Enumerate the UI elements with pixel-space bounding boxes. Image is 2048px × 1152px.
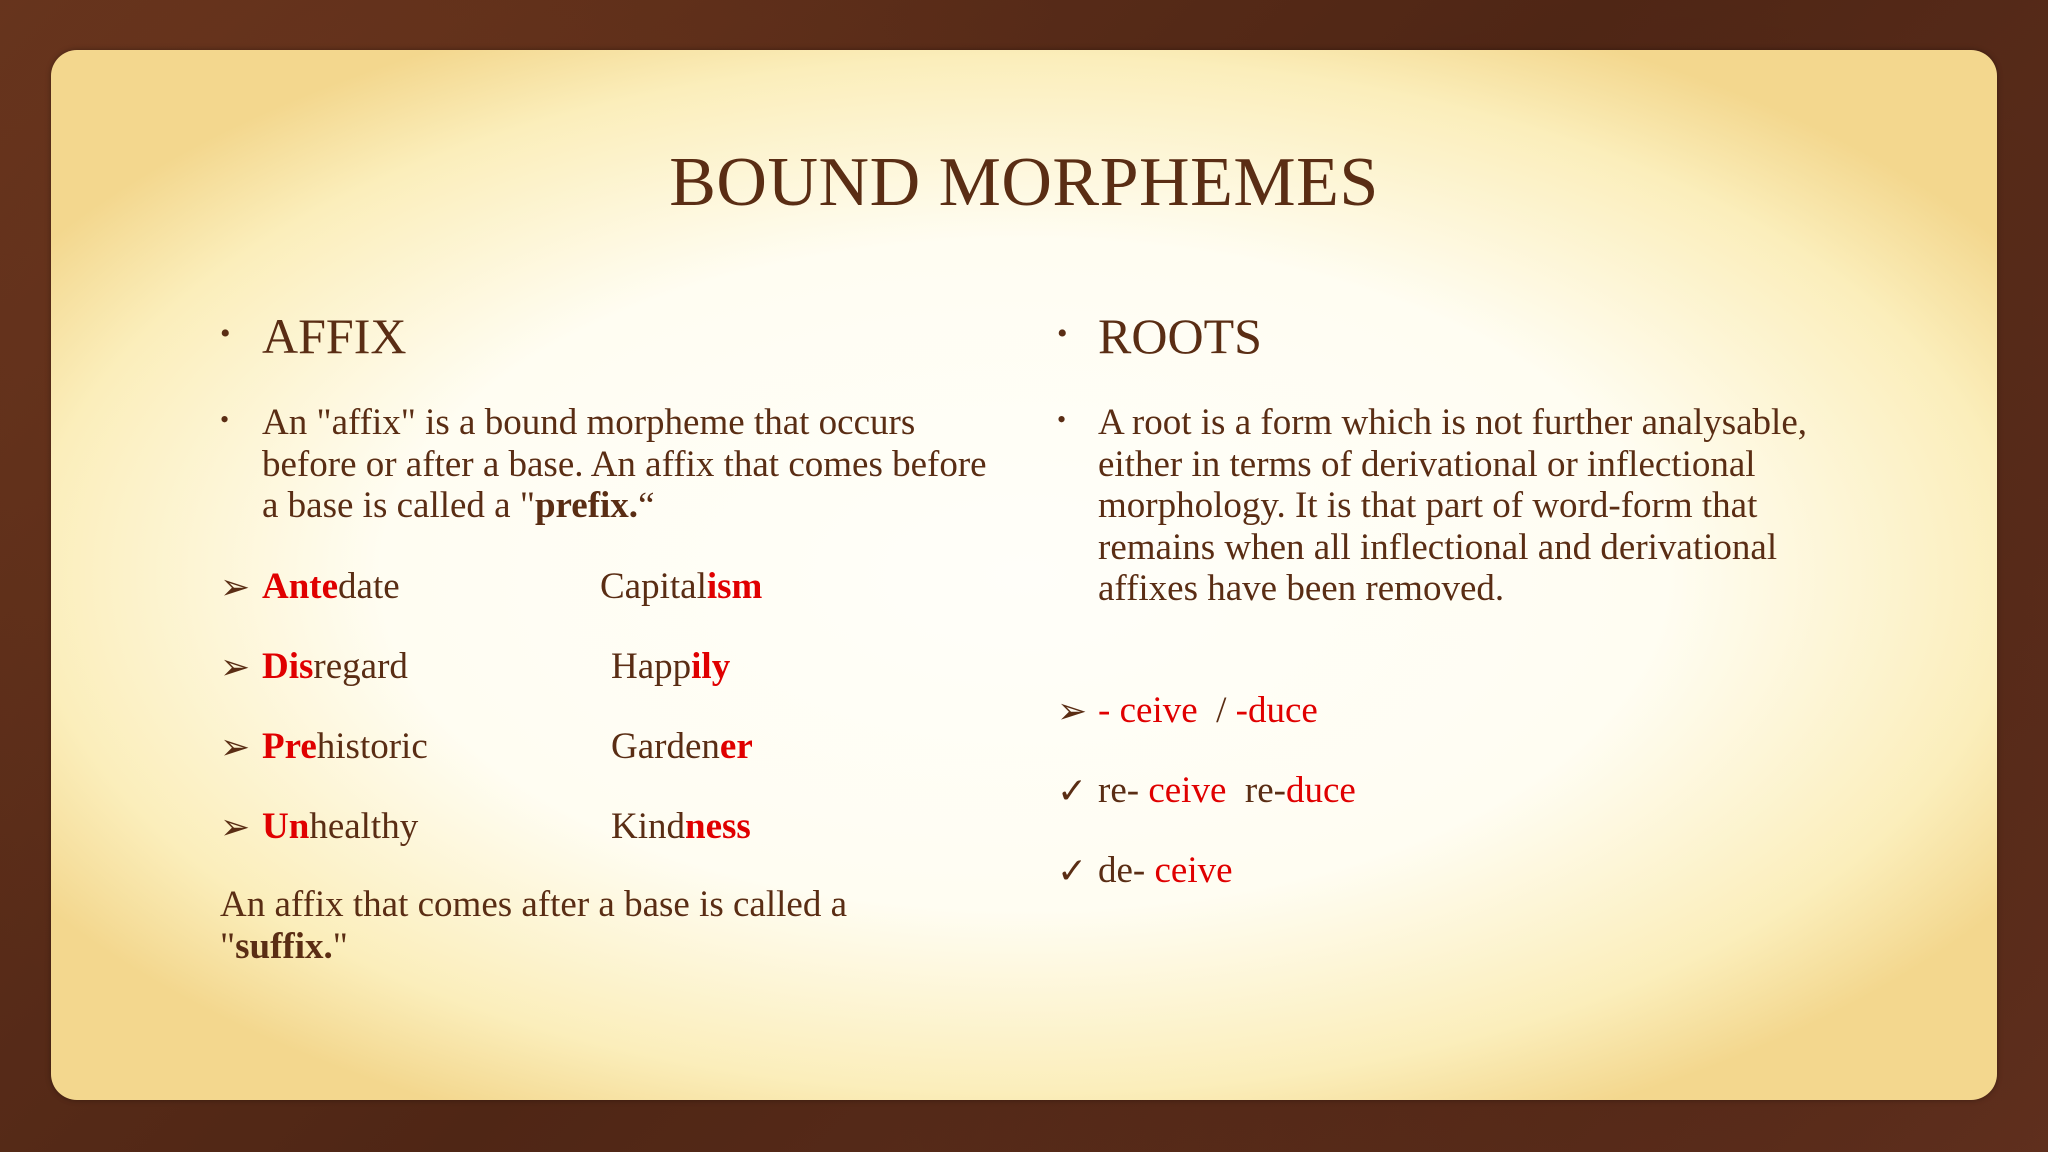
affix-definition	[262, 402, 1012, 527]
prefix-example-4	[262, 806, 418, 848]
checkmark-icon: ✓	[1057, 771, 1088, 811]
suffix-example-1	[600, 566, 762, 608]
arrow-bullet-icon: ➢	[220, 807, 251, 847]
round-bullet-icon: •	[220, 405, 230, 434]
prefix-affix: Pre	[262, 726, 317, 767]
suffix-note-text: An affix that comes after a base is called a "	[220, 884, 848, 967]
arrow-bullet-icon: ➢	[220, 727, 251, 767]
arrow-bullet-icon: ➢	[220, 567, 251, 607]
prefix-affix: Un	[262, 806, 310, 847]
example-root: duce	[1285, 770, 1356, 811]
root-example-1	[1098, 770, 1356, 812]
root-dash: -	[1098, 690, 1120, 731]
prefix-term: prefix.	[534, 485, 639, 526]
suffix-base: Kind	[611, 806, 685, 847]
prefix-base: healthy	[309, 806, 419, 847]
example-prefix: re-	[1226, 770, 1286, 811]
suffix-example-4	[611, 806, 751, 848]
round-bullet-icon: •	[1057, 317, 1068, 350]
suffix-affix: er	[719, 726, 753, 767]
suffix-example-2	[611, 646, 730, 688]
suffix-base: Capital	[600, 566, 707, 607]
roots-definition: A root is a form which is not further analysable, either in terms of derivational or inflectional morphology. It is that part of word-form that remains when all inflectional and derivational affixes have been removed.	[1098, 402, 1807, 609]
arrow-bullet-icon: ➢	[1057, 691, 1088, 731]
example-prefix: de-	[1098, 850, 1155, 891]
suffix-term: suffix.	[235, 925, 333, 967]
prefix-affix: Dis	[262, 646, 314, 687]
prefix-base: date	[338, 566, 400, 607]
suffix-affix: ness	[685, 806, 751, 847]
prefix-example-1	[262, 566, 400, 608]
prefix-example-2	[262, 646, 408, 688]
round-bullet-icon: •	[1057, 405, 1067, 434]
suffix-affix: ily	[691, 646, 731, 687]
prefix-base: regard	[313, 646, 408, 687]
prefix-base: historic	[316, 726, 428, 767]
roots-heading: ROOTS	[1098, 308, 1262, 364]
slide-title: BOUND MORPHEMES	[669, 144, 1379, 221]
affix-definition-text: An "affix" is a bound morpheme that occurs before or after a base. An affix that comes before a base is called a "	[262, 402, 987, 526]
suffix-note-closing: "	[332, 925, 348, 967]
round-bullet-icon: •	[220, 317, 231, 350]
suffix-base: Happ	[611, 646, 692, 687]
prefix-example-3	[262, 726, 428, 768]
suffix-affix: ism	[706, 566, 763, 607]
example-root: ceive	[1148, 770, 1227, 811]
root-ceive: ceive	[1119, 690, 1198, 731]
root-duce: duce	[1247, 690, 1318, 731]
arrow-bullet-icon: ➢	[220, 647, 251, 687]
affix-heading: AFFIX	[262, 308, 407, 364]
suffix-example-3	[611, 726, 753, 768]
suffix-base: Garden	[611, 726, 720, 767]
prefix-affix: Ante	[262, 566, 339, 607]
root-forms	[1098, 690, 1318, 732]
example-prefix: re-	[1098, 770, 1149, 811]
suffix-note	[220, 884, 940, 967]
root-dash: -	[1235, 690, 1248, 731]
root-separator: /	[1197, 690, 1236, 731]
checkmark-icon: ✓	[1057, 851, 1088, 891]
affix-definition-closing: “	[638, 485, 655, 526]
root-example-2	[1098, 850, 1233, 892]
example-root: ceive	[1154, 850, 1233, 891]
